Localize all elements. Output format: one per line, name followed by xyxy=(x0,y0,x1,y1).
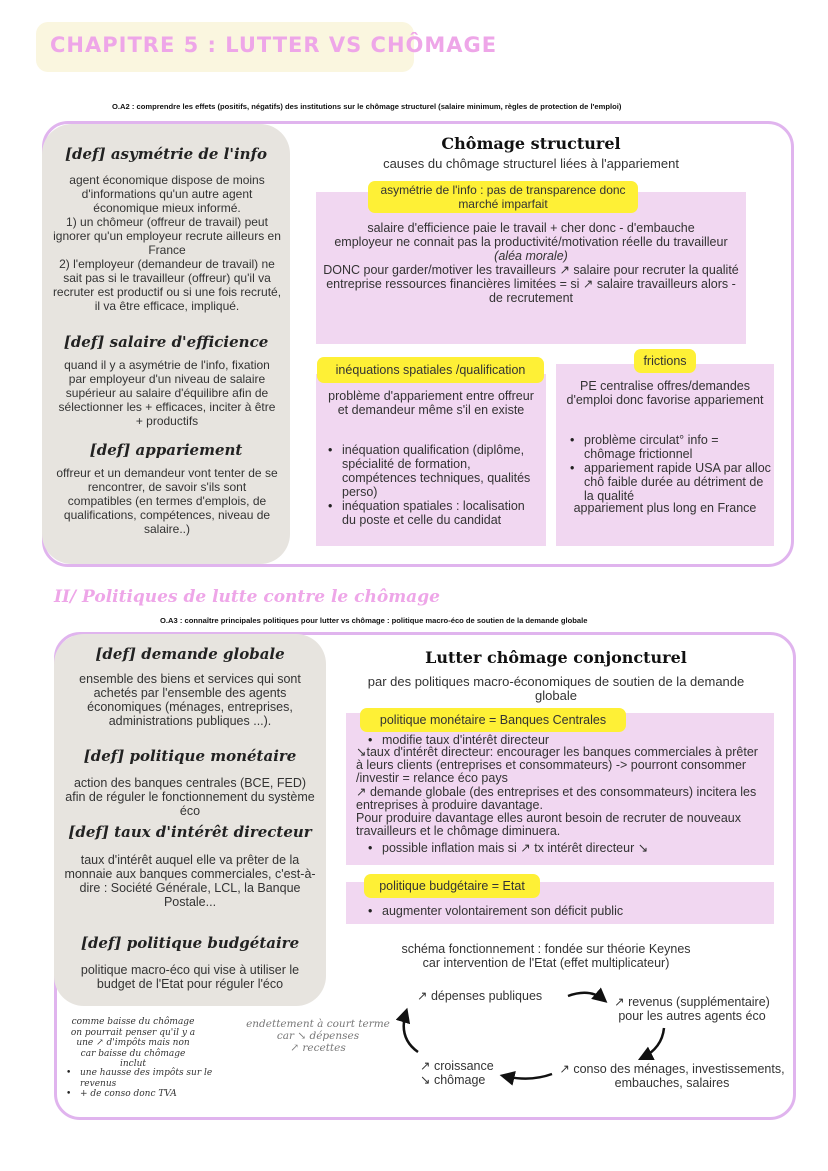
section2-heading: II/ Politiques de lutte contre le chômage xyxy=(54,587,440,607)
asymetrie-text-b: DONC pour garder/motiver les travailleurs ↗ salaire pour recruter la qualité entreprise ressources financières limitées = si ↗ salaire travailleurs alors - de recrutement xyxy=(323,263,739,305)
inequations-intro: problème d'appariement entre offreur et demandeur même s'il en existe xyxy=(328,389,534,417)
asymetrie-highlight: asymétrie de l'info : pas de transparence donc marché imparfait xyxy=(368,181,638,213)
list-item: • + de conso donc TVA xyxy=(64,1089,214,1100)
list-item: • appariement rapide USA par alloc chô faible durée au détriment de la qualité xyxy=(568,461,772,503)
def-title-salaire-efficience: [def] salaire d'efficience xyxy=(63,333,269,351)
def-title-asymetrie: [def] asymétrie de l'info xyxy=(64,145,268,163)
inequations-list xyxy=(326,443,542,527)
list-item: • possible inflation mais si ↗ tx intérêt directeur ↘ xyxy=(366,841,766,855)
budgetaire-list xyxy=(366,904,766,918)
def-text-asymetrie: agent économique dispose de moins d'informations qu'un autre agent économique mieux informé. 1) un chômeur (offreur de travail) peut ignorer qu'un employeur recrute ailleurs en France 2) l'employeur (demandeur de travail) ne sait pas si le travailleur (offreur) qu'il va recruter est productif ou si une fois recruté, il va être efficace, impliqué. xyxy=(52,173,282,313)
asymetrie-text-a: salaire d'efficience paie le travail + cher donc - d'embauche employeur ne connait pas la productivité/motivation réelle du travailleur xyxy=(334,221,728,249)
inequations-highlight: inéquations spatiales /qualification xyxy=(317,357,544,383)
budgetaire-highlight: politique budgétaire = Etat xyxy=(364,874,540,898)
monetaire-list-2 xyxy=(366,841,766,855)
monetaire-highlight: politique monétaire = Banques Centrales xyxy=(360,708,626,732)
def-text-politique-budgetaire: politique macro-éco qui vise à utiliser le budget de l'Etat pour réguler l'éco xyxy=(80,963,300,991)
frictions-highlight: frictions xyxy=(634,349,696,373)
def-title-taux-interet: [def] taux d'intérêt directeur xyxy=(68,823,312,841)
list-item: • problème circulat° info = chômage frictionnel xyxy=(568,433,772,461)
asymetrie-text xyxy=(322,221,740,305)
frictions-list xyxy=(568,433,772,503)
def-text-salaire-efficience: quand il y a asymétrie de l'info, fixation par employeur d'un niveau de salaire supérieur au salaire d'équilibre afin de sélectionner les + efficaces, inciter à être + productifs xyxy=(58,358,276,428)
def-title-politique-budgetaire: [def] politique budgétaire xyxy=(80,934,300,952)
def-text-appariement: offreur et un demandeur vont tenter de se rencontrer, de savoir s'ils sont compatibles (en termes d'emplois, de qualifications, compétences, niveau de salaire..) xyxy=(56,466,278,536)
chomage-structurel-title: Chômage structurel xyxy=(441,134,621,153)
lutter-chomage-subtitle: par des politiques macro-économiques de soutien de la demande globale xyxy=(367,674,745,703)
side-note-intro: comme baisse du chômage on pourrait penser qu'il y a une ↗ d'impôts mais non car baisse du chômage inclut xyxy=(70,1017,196,1069)
asymetrie-text-italic: (aléa morale) xyxy=(494,249,568,263)
def-title-demande-globale: [def] demande globale xyxy=(95,645,285,663)
list-item: • inéquation qualification (diplôme, spécialité de formation, compétences techniques, qualités perso) xyxy=(326,443,542,499)
list-item: • modifie taux d'intérêt directeur xyxy=(366,733,766,747)
side-note-list xyxy=(64,1068,214,1100)
def-title-appariement: [def] appariement xyxy=(89,441,243,459)
def-text-politique-monetaire: action des banques centrales (BCE, FED) afin de réguler le fonctionnement du système éco xyxy=(65,776,315,818)
frictions-outro: appariement plus long en France xyxy=(573,501,757,515)
schema-node-depenses: ↗ dépenses publiques xyxy=(417,989,543,1003)
objective-a2: O.A2 : comprendre les effets (positifs, négatifs) des institutions sur le chômage structurel (salaire minimum, règles de protection de l'emploi) xyxy=(112,102,622,111)
def-text-demande-globale: ensemble des biens et services qui sont achetés par l'ensemble des agents économiques (ménages, entreprises, administrations publiques ...). xyxy=(79,672,301,728)
objective-a3: O.A3 : connaître principales politiques pour lutter vs chômage : politique macro-éco de soutien de la demande globale xyxy=(160,616,588,625)
page-title: CHAPITRE 5 : LUTTER VS CHÔMAGE xyxy=(50,33,498,57)
list-item: • inéquation spatiales : localisation du poste et celle du candidat xyxy=(326,499,542,527)
debt-note: endettement à court terme car ↘ dépenses ↗ recettes xyxy=(246,1018,390,1054)
def-title-politique-monetaire: [def] politique monétaire xyxy=(83,747,297,765)
chomage-structurel-subtitle: causes du chômage structurel liées à l'appariement xyxy=(383,156,679,171)
list-item: • une hausse des impôts sur le revenus xyxy=(64,1068,214,1089)
frictions-intro: PE centralise offres/demandes d'emploi donc favorise appariement xyxy=(566,379,764,407)
list-item: • augmenter volontairement son déficit public xyxy=(366,904,766,918)
schema-node-conso: ↗ conso des ménages, investissements, embauches, salaires xyxy=(559,1062,785,1090)
schema-node-croissance: ↗ croissance ↘ chômage xyxy=(420,1059,494,1087)
schema-node-revenus: ↗ revenus (supplémentaire) pour les autres agents éco xyxy=(614,995,770,1023)
def-text-taux-interet: taux d'intérêt auquel elle va prêter de la monnaie aux banques commerciales, c'est-à-dire : Société Générale, LCL, la Banque Postale... xyxy=(64,853,316,909)
monetaire-text: ↘taux d'intérêt directeur: encourager les banques commerciales à prêter à leurs clients (entreprises et consommateurs) -> pourront consommer /investir = relance éco pays ↗ demande globale (des entreprises et des consommateurs) incitera les entreprises à produire davantage. Pour produire davantage elles auront besoin de recruter de nouveaux travailleurs et le chômage diminuera. xyxy=(356,745,758,839)
lutter-chomage-title: Lutter chômage conjoncturel xyxy=(425,648,687,667)
schema-title: schéma fonctionnement : fondée sur théorie Keynes car intervention de l'Etat (effet multiplicateur) xyxy=(401,942,691,970)
